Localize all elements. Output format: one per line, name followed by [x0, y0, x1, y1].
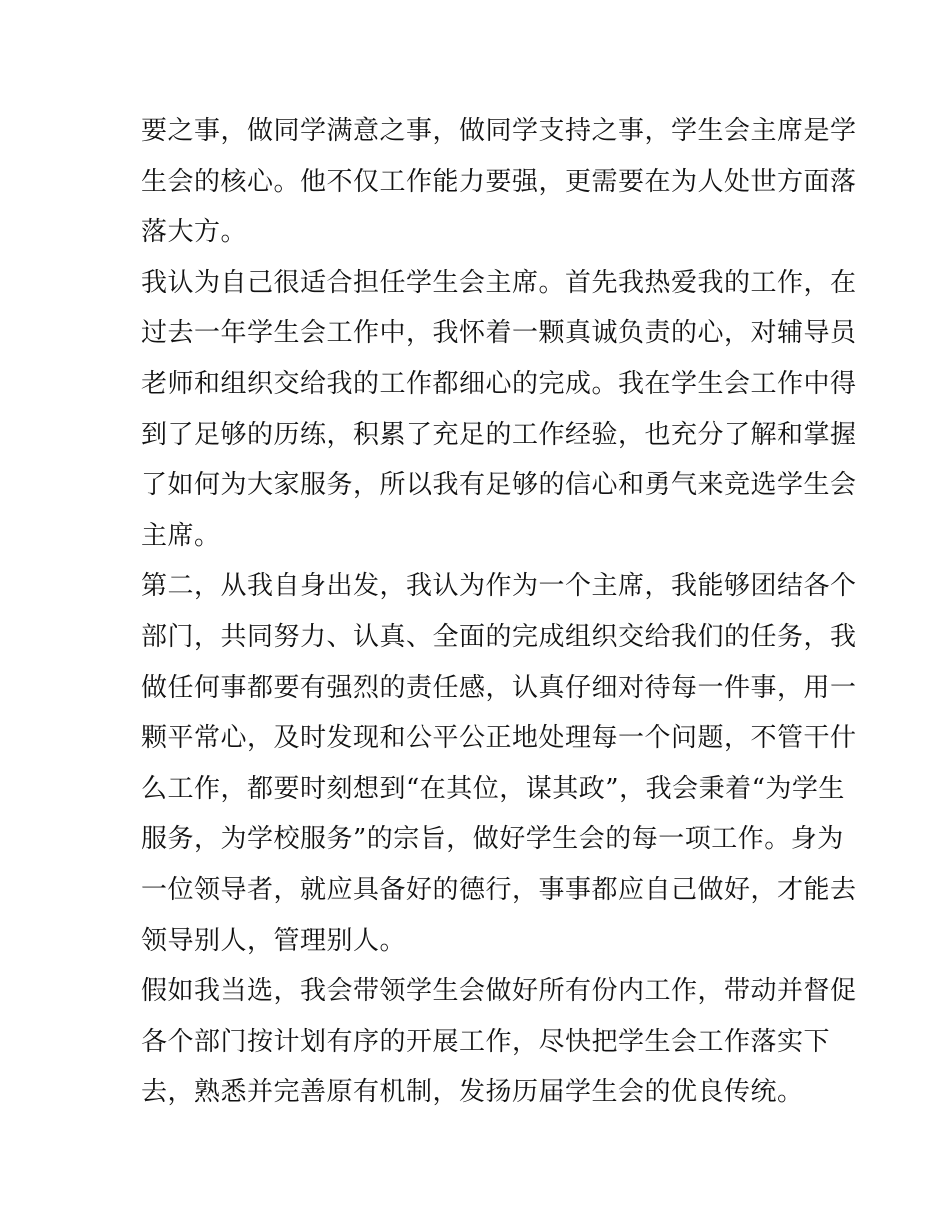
text-line: 过去一年学生会工作中，我怀着一颗真诚负责的心，对辅导员	[141, 318, 857, 349]
text-line: 落大方。	[141, 217, 248, 248]
text-line: 生会的核心。他不仅工作能力要强，更需要在为人处世方面落	[141, 166, 857, 197]
text-line: 服务，为学校服务”的宗旨，做好学生会的每一项工作。身为	[141, 824, 844, 855]
text-line: 去，熟悉并完善原有机制，发扬历届学生会的优良传统。	[141, 1077, 804, 1108]
text-line: 主席。	[141, 520, 221, 551]
text-line: 部门，共同努力、认真、全面的完成组织交给我们的任务，我	[141, 621, 857, 652]
text-line: 老师和组织交给我的工作都细心的完成。我在学生会工作中得	[141, 368, 857, 399]
text-line: 一位领导者，就应具备好的德行，事事都应自己做好，才能去	[141, 874, 857, 905]
text-line: 我认为自己很适合担任学生会主席。首先我热爱我的工作，在	[141, 267, 857, 298]
text-line: 么工作，都要时刻想到“在其位，谋其政”，我会秉着“为学生	[141, 773, 845, 804]
text-line: 颗平常心，及时发现和公平公正地处理每一个问题，不管干什	[141, 723, 857, 754]
document-body	[141, 106, 857, 1118]
text-line: 第二，从我自身出发，我认为作为一个主席，我能够团结各个	[141, 571, 857, 602]
text-line: 要之事，做同学满意之事，做同学支持之事，学生会主席是学	[141, 116, 857, 146]
text-line: 到了足够的历练，积累了充足的工作经验，也充分了解和掌握	[141, 419, 857, 450]
text-line: 各个部门按计划有序的开展工作，尽快把学生会工作落实下	[141, 1026, 831, 1057]
text-line: 了如何为大家服务，所以我有足够的信心和勇气来竞选学生会	[141, 470, 857, 501]
text-line: 领导别人，管理别人。	[141, 925, 407, 956]
text-line: 假如我当选，我会带领学生会做好所有份内工作，带动并督促	[141, 976, 857, 1007]
text-line: 做任何事都要有强烈的责任感，认真仔细对待每一件事，用一	[141, 672, 857, 703]
